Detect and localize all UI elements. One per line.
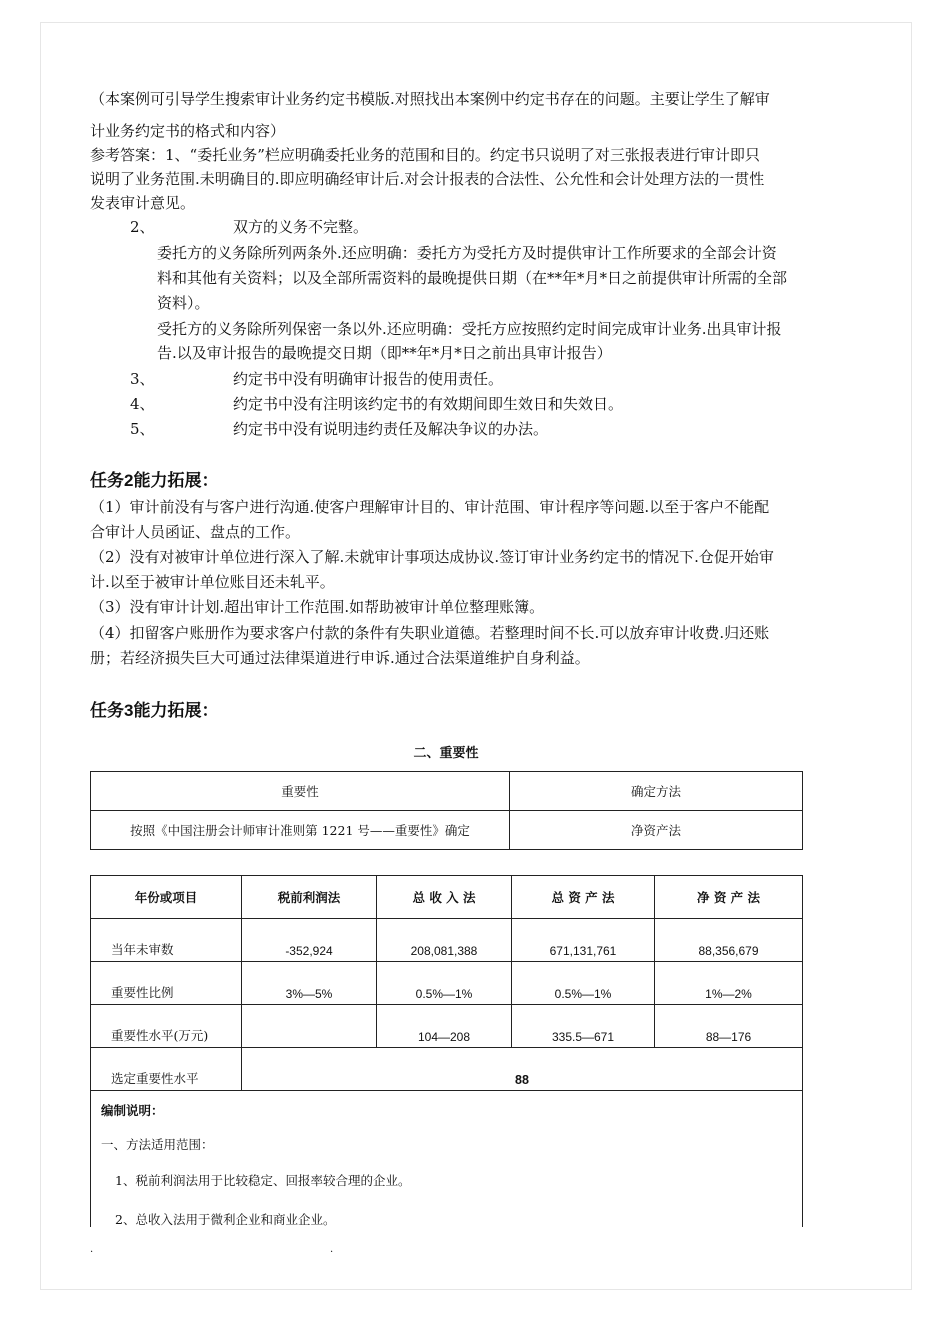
item-4-text: 约定书中没有注明该约定书的有效期间即生效日和失效日。 [233, 395, 624, 413]
task-3-heading [90, 698, 218, 724]
task-3-heading-number: 3 [124, 701, 134, 720]
footer-dot-right: . [330, 1244, 334, 1255]
table-row [91, 919, 803, 962]
table-row [91, 1005, 803, 1048]
notes-title: 编制说明： [101, 1103, 164, 1118]
answer-line-2: 说明了业务范围.未明确目的.即应明确经审计后.对会计报表的合法性、公允性和会计处理方法的一贯性 [90, 170, 765, 188]
task-2-heading-suffix: 能力拓展： [133, 471, 219, 491]
notes-line-1: 一、方法适用范围： [101, 1137, 214, 1152]
item-3-number: 3、 [130, 370, 155, 388]
item-2-text: 双方的义务不完整。 [233, 218, 369, 236]
preparation-notes [90, 1077, 803, 1227]
item-3-text: 约定书中没有明确审计报告的使用责任。 [233, 370, 504, 388]
cell-value: 104—208 [377, 1005, 512, 1048]
item-5-number: 5、 [130, 420, 155, 438]
notes-line-3: 2、总收入法用于微利企业和商业企业。 [115, 1212, 336, 1227]
cell-value: 0.5%—1% [377, 962, 512, 1005]
task-2-point-2a: （2）没有对被审计单位进行深入了解.未就审计事项达成协议.签订审计业务约定书的情况下.仓促开始审 [90, 548, 774, 566]
method-table-header-materiality: 重要性 [91, 772, 510, 811]
cell-value [242, 1005, 377, 1048]
header-total-assets: 总 资 产 法 [512, 876, 655, 919]
task-2-heading-prefix: 任务 [90, 471, 124, 491]
answer-line-1: 参考答案：1、“委托业务”栏应明确委托业务的范围和目的。约定书只说明了对三张报表进行审计即只 [90, 146, 760, 164]
method-table [90, 771, 803, 850]
cell-value: 88—176 [655, 1005, 803, 1048]
task-2-point-4b: 册；若经济损失巨大可通过法律渠道进行申诉.通过合法渠道维护自身利益。 [90, 649, 590, 667]
header-total-revenue: 总 收 入 法 [377, 876, 512, 919]
cell-value: 208,081,388 [377, 919, 512, 962]
row-label-selected: 选定重要性水平 [91, 1048, 242, 1091]
row-label-unaudited: 当年未审数 [91, 919, 242, 962]
cell-value: 3%—5% [242, 962, 377, 1005]
item-2-auditor-duty-1: 受托方的义务除所列保密一条以外.还应明确：受托方应按照约定时间完成审计业务.出具审计报 [157, 320, 782, 338]
task-2-heading-number: 2 [124, 471, 134, 490]
answer-line-3: 发表审计意见。 [90, 194, 196, 212]
task-2-point-4a: （4）扣留客户账册作为要求客户付款的条件有失职业道德。若整理时间不长.可以放弃审计收费.归还账 [90, 624, 770, 642]
task-2-point-3: （3）没有审计计划.超出审计工作范围.如帮助被审计单位整理账簿。 [90, 598, 545, 616]
materiality-table-header-row [91, 876, 803, 919]
header-net-assets: 净 资 产 法 [655, 876, 803, 919]
cell-value: -352,924 [242, 919, 377, 962]
task-2-point-1b: 合审计人员函证、盘点的工作。 [90, 523, 301, 541]
item-2-number: 2、 [130, 218, 155, 236]
table-row [91, 962, 803, 1005]
row-label-ratio: 重要性比例 [91, 962, 242, 1005]
cell-value: 671,131,761 [512, 919, 655, 962]
item-4-number: 4、 [130, 395, 155, 413]
cell-value: 0.5%—1% [512, 962, 655, 1005]
cell-value: 88,356,679 [655, 919, 803, 962]
header-pretax-profit: 税前利润法 [242, 876, 377, 919]
cell-value: 1%—2% [655, 962, 803, 1005]
intro-line-2: 计业务约定书的格式和内容） [90, 122, 286, 140]
materiality-table [90, 875, 803, 1091]
header-item: 年份或项目 [91, 876, 242, 919]
cell-value: 335.5—671 [512, 1005, 655, 1048]
item-2-client-duty-3: 资料）。 [157, 294, 210, 312]
section-title: 二、重要性 [413, 746, 479, 761]
method-table-standard: 按照《中国注册会计师审计准则第 1221 号——重要性》确定 [91, 811, 510, 850]
notes-line-2: 1、税前利润法用于比较稳定、回报率较合理的企业。 [115, 1173, 411, 1188]
task-2-point-2b: 计.以至于被审计单位账目还未轧平。 [90, 573, 335, 591]
footer-dot-left: . [90, 1244, 94, 1255]
item-2-client-duty-2: 料和其他有关资料；以及全部所需资料的最晚提供日期（在**年*月*日之前提供审计所需的全部 [157, 269, 788, 287]
selected-materiality-value: 88 [242, 1048, 803, 1091]
row-label-level: 重要性水平(万元) [91, 1005, 242, 1048]
task-2-heading [90, 468, 218, 494]
task-3-heading-prefix: 任务 [90, 701, 124, 721]
method-table-header-method: 确定方法 [510, 772, 803, 811]
item-2-client-duty-1: 委托方的义务除所列两条外.还应明确：委托方为受托方及时提供审计工作所要求的全部会计资 [157, 244, 777, 262]
method-table-method: 净资产法 [510, 811, 803, 850]
intro-line-1: （本案例可引导学生搜索审计业务约定书模版.对照找出本案例中约定书存在的问题。主要让学生了解审 [90, 90, 770, 108]
item-2-auditor-duty-2: 告.以及审计报告的最晚提交日期（即**年*月*日之前出具审计报告） [157, 344, 612, 362]
task-2-point-1a: （1）审计前没有与客户进行沟通.使客户理解审计目的、审计范围、审计程序等问题.以至于客户不能配 [90, 498, 770, 516]
task-3-heading-suffix: 能力拓展： [133, 701, 219, 721]
item-5-text: 约定书中没有说明违约责任及解决争议的办法。 [233, 420, 549, 438]
